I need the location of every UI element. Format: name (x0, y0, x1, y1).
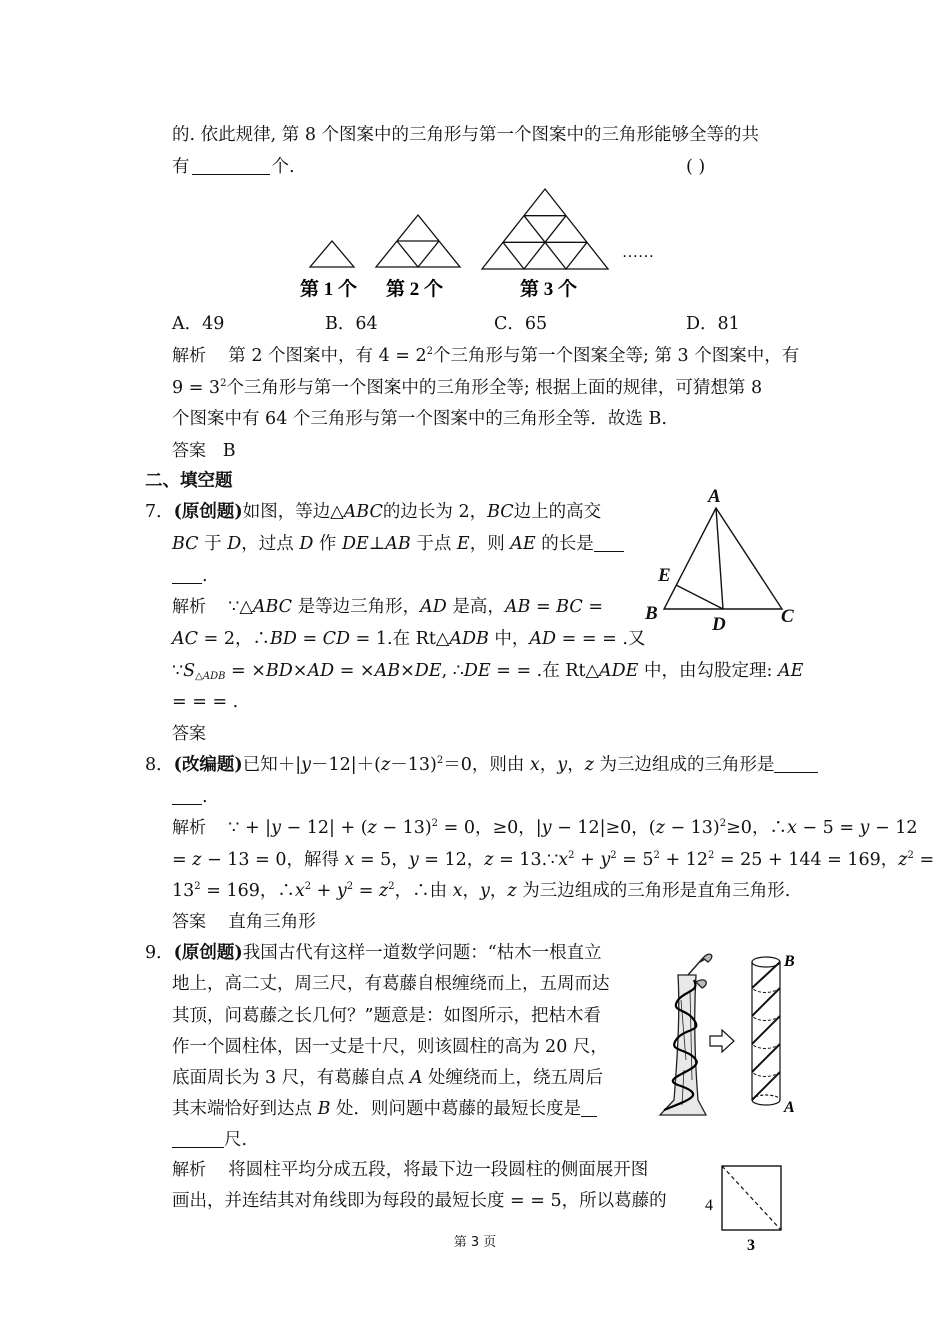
q7-label-e: E (658, 565, 671, 586)
q6-blank (192, 174, 270, 175)
q9-line2: 地上，高二丈，周三尺，有葛藤自根缠绕而上，五周而达 (172, 974, 610, 994)
q6-analysis-label: 解析 (172, 346, 206, 366)
pattern1-label: 第 1 个 (300, 279, 358, 300)
section-title-fill-blank: 二、填空题 (145, 471, 233, 491)
q6-text-line2: 有 个. (172, 157, 295, 177)
q7-analysis-line2: AC = 2，∴BD = CD = 1.在 Rt△ADB 中，AD = = = .又 (172, 629, 646, 649)
q6-text-line1: 的. 依此规律, 第 8 个图案中的三角形与第一个图案中的三角形能够全等的共 (172, 125, 760, 145)
q8-analysis-line2: = z − 13 = 0，解得 x = 5，y = 12，$z = 13.\because x^2 + y^2 = 5^2 + 12^2 = 25 + 144 = 169$，$z^2$ = (172, 850, 935, 870)
pattern-ellipsis: …… (622, 244, 654, 261)
q7-label-d: D (712, 614, 726, 634)
q9-tree-cylinder-figure (648, 940, 808, 1120)
page-footer: 第 3 页 (453, 1235, 497, 1250)
q9-line6: 其末端恰好到达点 B 处．则问题中葛藤的最短长度是 (172, 1097, 597, 1121)
q7-line2: BC 于 D，过点 D 作 DE⊥AB 于点 E，则 AE 的长是 (172, 532, 624, 556)
q7-label-a: A (708, 486, 721, 507)
q6-bracket: ( ) (686, 157, 706, 177)
pattern2-label: 第 2 个 (386, 279, 444, 300)
q7-analysis-line1: 解析 ∵△ABC 是等边三角形，AD 是高，AB = BC = (172, 597, 603, 617)
q9-line1: 9．(原创题)我国古代有这样一道数学问题：“枯木一根直立 (145, 943, 602, 963)
q7-label-c: C (781, 606, 794, 627)
rect-height-label: 4 (705, 1197, 713, 1214)
q7-answer: 答案 (172, 724, 206, 744)
q8-line1: 8．(改编题)已知$+|y-12|+(z-13)^2=0$，则由 x，y，z 为三边组成的三角形是 (145, 753, 818, 777)
triangle-pattern-figure (300, 185, 670, 305)
q7-analysis-line3: $\because S_{\triangle ADB} = \times BD\times AD = \times AB\times DE$, ∴DE = = .在 Rt△ADE 中，由勾股定理: AE (172, 661, 804, 682)
q6-option-c: C．65 (494, 314, 548, 334)
q6-option-b: B．64 (325, 314, 378, 334)
cylinder-label-b: B (784, 953, 795, 970)
cylinder-helix (752, 962, 780, 1100)
q6-analysis-line2: $9 = 3^2$个三角形与第一个图案中的三角形全等; 根据上面的规律，可猜想第 8 (172, 378, 763, 398)
pattern3-outline (482, 189, 608, 269)
q6-answer: 答案 B (172, 441, 236, 461)
pattern2-inner (397, 241, 439, 267)
q7-analysis-line4: = = = . (172, 692, 239, 712)
q9-line3: 其顶，问葛藤之长几何？”题意是：如图所示，把枯木看 (172, 1006, 601, 1026)
q9-analysis-line1: 解析 将圆柱平均分成五段，将最下边一段圆柱的侧面展开图 (172, 1160, 649, 1180)
q8-answer: 答案 直角三角形 (172, 912, 316, 932)
rect-width-label: 3 (747, 1237, 755, 1252)
q8-analysis-line1: 解析 ∵ + $|y - 12| + (z - 13)^2 = 0$，≥0，|y − 12|≥0，$(z - 13)^2\ge 0$，∴x − 5 = y − 12 (172, 818, 918, 838)
pattern1-triangle (310, 241, 354, 267)
q7-line3: . (172, 564, 208, 588)
q7-line1: 7．(原创题)如图，等边△ABC的边长为 2，BC边上的高交 (145, 502, 602, 522)
cylinder-label-a: A (784, 1099, 795, 1116)
unfolded-diagonal (722, 1166, 781, 1230)
q9-line7: 尺. (172, 1128, 247, 1152)
q7-label-b: B (645, 603, 658, 624)
q8-analysis-line3: $13^2 = 169$，$\therefore x^2 + y^2 = z^2$，∴由 x，y，z 为三边组成的三角形是直角三角形. (172, 881, 791, 901)
transform-arrow (710, 1030, 734, 1052)
q9-line5: 底面周长为 3 尺，有葛藤自点 A 处缠绕而上，绕五周后 (172, 1068, 604, 1088)
q6-analysis-line3: 个图案中有 64 个三角形与第一个图案中的三角形全等．故选 B. (172, 409, 667, 429)
q9-analysis-line2: 画出，并连结其对角线即为每段的最短长度 = = 5，所以葛藤的 (172, 1191, 667, 1211)
q6-analysis-line1: 解析 第 2 个图案中，有 $4 = 2^2$个三角形与第一个图案全等; 第 3 个图案中，有 (172, 346, 800, 366)
q8-line2: . (172, 785, 208, 809)
q6-option-a: A．49 (172, 314, 225, 334)
q7-triangle-figure (640, 484, 800, 634)
pattern3-label: 第 3 个 (520, 279, 578, 300)
q9-line4: 作一个圆柱体，因一丈是十尺，则该圆柱的高为 20 尺， (172, 1037, 608, 1057)
q6-option-d: D．81 (686, 314, 740, 334)
